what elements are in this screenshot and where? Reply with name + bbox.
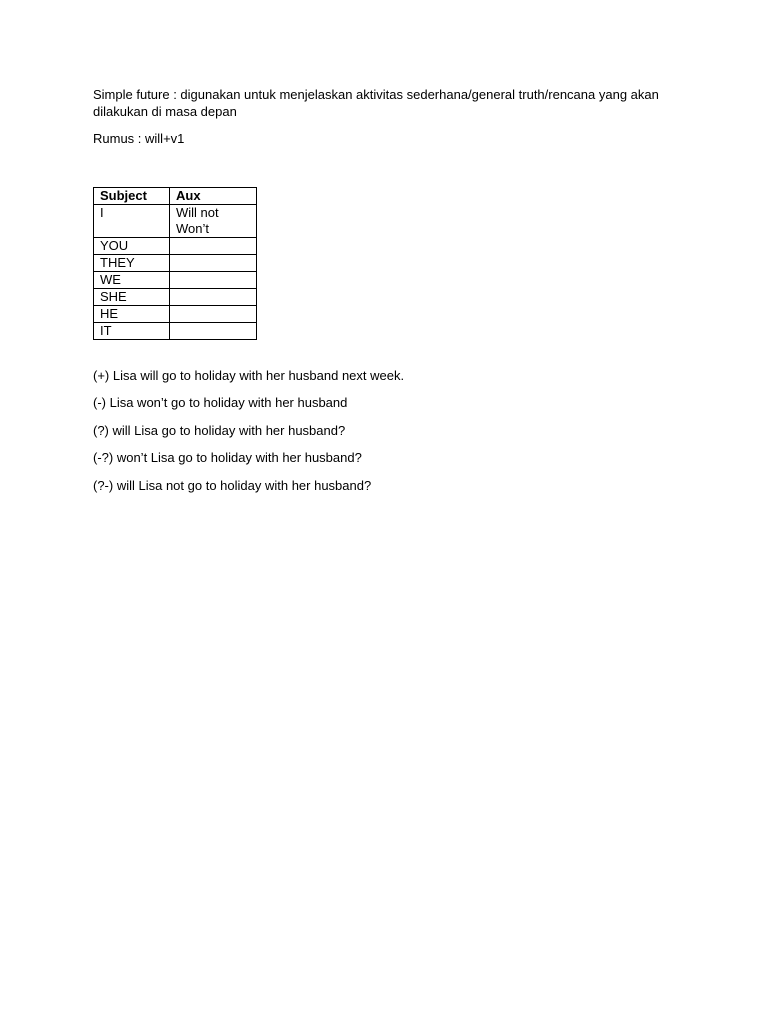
formula-line: Rumus : will+v1	[93, 131, 185, 146]
table-row	[94, 306, 257, 323]
header-subject: Subject	[94, 188, 170, 205]
aux-cell	[170, 238, 257, 255]
aux-cell	[170, 306, 257, 323]
aux-cell	[170, 255, 257, 272]
table-row	[94, 255, 257, 272]
example-sentences	[93, 367, 404, 504]
table-row	[94, 323, 257, 340]
table-row	[94, 205, 257, 238]
table-row	[94, 289, 257, 306]
subject-cell: I	[94, 205, 170, 238]
subject-cell: SHE	[94, 289, 170, 306]
aux-cell	[170, 289, 257, 306]
aux-line: Will not	[176, 205, 219, 220]
aux-line: Won’t	[176, 221, 209, 236]
aux-cell	[170, 323, 257, 340]
aux-cell	[170, 205, 257, 238]
sentence-question-negative: (?-) will Lisa not go to holiday with her husband?	[93, 477, 372, 493]
table-row	[94, 272, 257, 289]
subject-cell: HE	[94, 306, 170, 323]
table-header-row	[94, 188, 257, 205]
sentence-negative: (-) Lisa won’t go to holiday with her husband	[93, 395, 348, 411]
sentence-negative-question: (-?) won’t Lisa go to holiday with her husband?	[93, 450, 362, 466]
subject-cell: WE	[94, 272, 170, 289]
sentence-question: (?) will Lisa go to holiday with her husband?	[93, 422, 346, 438]
intro-paragraph: Simple future : digunakan untuk menjelaskan aktivitas sederhana/general truth/rencana yang akan dilakukan di masa depan	[93, 87, 659, 119]
subject-cell: YOU	[94, 238, 170, 255]
aux-cell	[170, 272, 257, 289]
header-aux: Aux	[170, 188, 257, 205]
table-row	[94, 238, 257, 255]
subject-aux-table	[93, 187, 257, 340]
subject-cell: THEY	[94, 255, 170, 272]
document-body	[93, 86, 683, 493]
subject-cell: IT	[94, 323, 170, 340]
sentence-positive: (+) Lisa will go to holiday with her husband next week.	[93, 368, 405, 383]
